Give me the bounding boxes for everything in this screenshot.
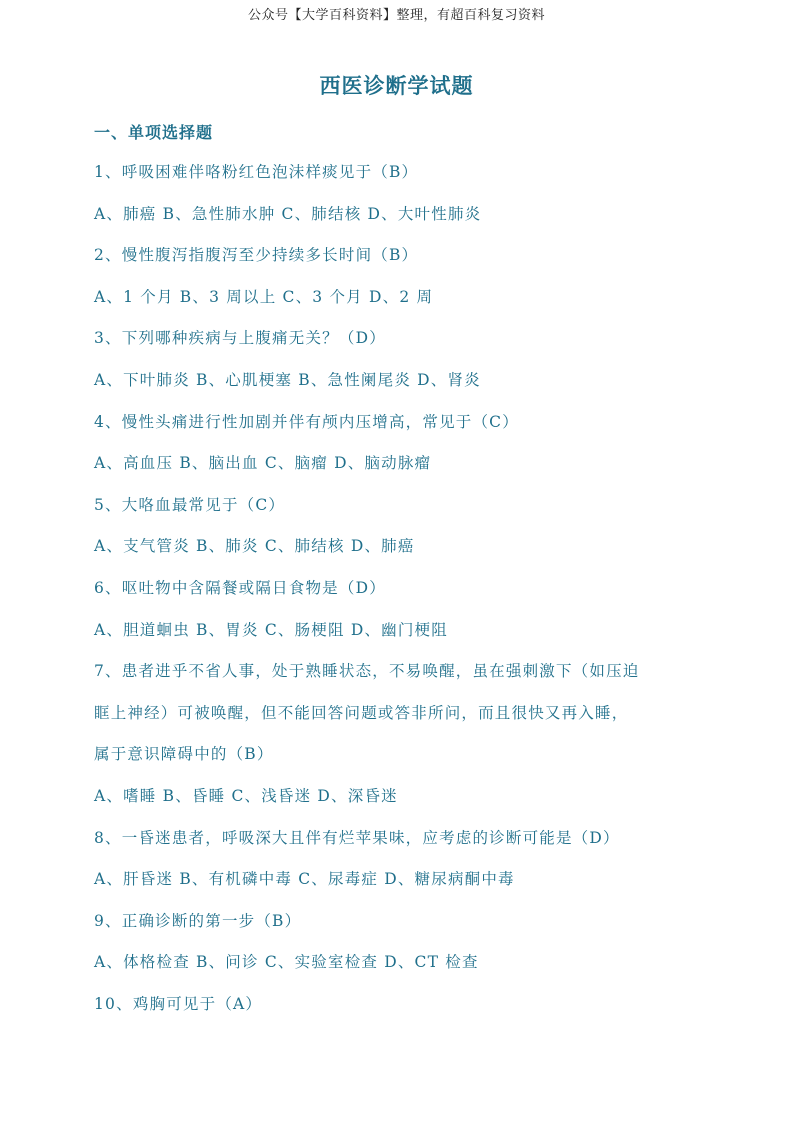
question-line: 7、患者进乎不省人事，处于熟睡状态，不易唤醒，虽在强刺激下（如压迫 <box>94 662 640 681</box>
answer-options-line: A、支气管炎 B、肺炎 C、肺结核 D、肺癌 <box>94 537 415 556</box>
answer-options-line: A、高血压 B、脑出血 C、脑瘤 D、脑动脉瘤 <box>94 454 432 473</box>
answer-options-line: A、下叶肺炎 B、心肌梗塞 B、急性阑尾炎 D、肾炎 <box>94 370 481 389</box>
question-continuation-line: 眶上神经）可被唤醒，但不能回答问题或答非所问，而且很快又再入睡， <box>94 703 629 722</box>
question-line: 4、慢性头痛进行性加剧并伴有颅内压增高，常见于（C） <box>94 412 519 431</box>
header-note: 公众号【大学百科资料】整理，有超百科复习资料 <box>247 8 545 23</box>
question-line: 8、一昏迷患者，呼吸深大且伴有烂苹果味，应考虑的诊断可能是（D） <box>94 828 620 847</box>
answer-options-line: A、体格检查 B、问诊 C、实验室检查 D、CT 检查 <box>94 953 479 972</box>
answer-options-line: A、肝昏迷 B、有机磷中毒 C、尿毒症 D、糖尿病酮中毒 <box>94 870 515 889</box>
answer-options-line: A、肺癌 B、急性肺水肿 C、肺结核 D、大叶性肺炎 <box>94 204 482 223</box>
section-heading: 一、单项选择题 <box>94 123 214 142</box>
question-continuation-line: 属于意识障碍中的（B） <box>94 745 274 764</box>
answer-options-line: A、1 个月 B、3 周以上 C、3 个月 D、2 周 <box>94 287 434 306</box>
question-list <box>94 158 724 1031</box>
answer-options-line: A、嗜睡 B、昏睡 C、浅昏迷 D、深昏迷 <box>94 786 398 805</box>
question-line: 2、慢性腹泻指腹泻至少持续多长时间（B） <box>94 246 419 265</box>
document-title: 西医诊断学试题 <box>319 73 474 98</box>
question-line: 6、呕吐物中含隔餐或隔日食物是（D） <box>94 578 386 597</box>
question-line: 10、鸡胸可见于（A） <box>94 994 263 1013</box>
question-line: 5、大咯血最常见于（C） <box>94 495 286 514</box>
question-line: 1、呼吸困难伴咯粉红色泡沫样痰见于（B） <box>94 163 419 181</box>
question-line: 9、正确诊断的第一步（B） <box>94 911 302 930</box>
question-line: 3、下列哪种疾病与上腹痛无关？（D） <box>94 329 386 348</box>
answer-options-line: A、胆道蛔虫 B、胃炎 C、肠梗阻 D、幽门梗阻 <box>94 620 448 639</box>
